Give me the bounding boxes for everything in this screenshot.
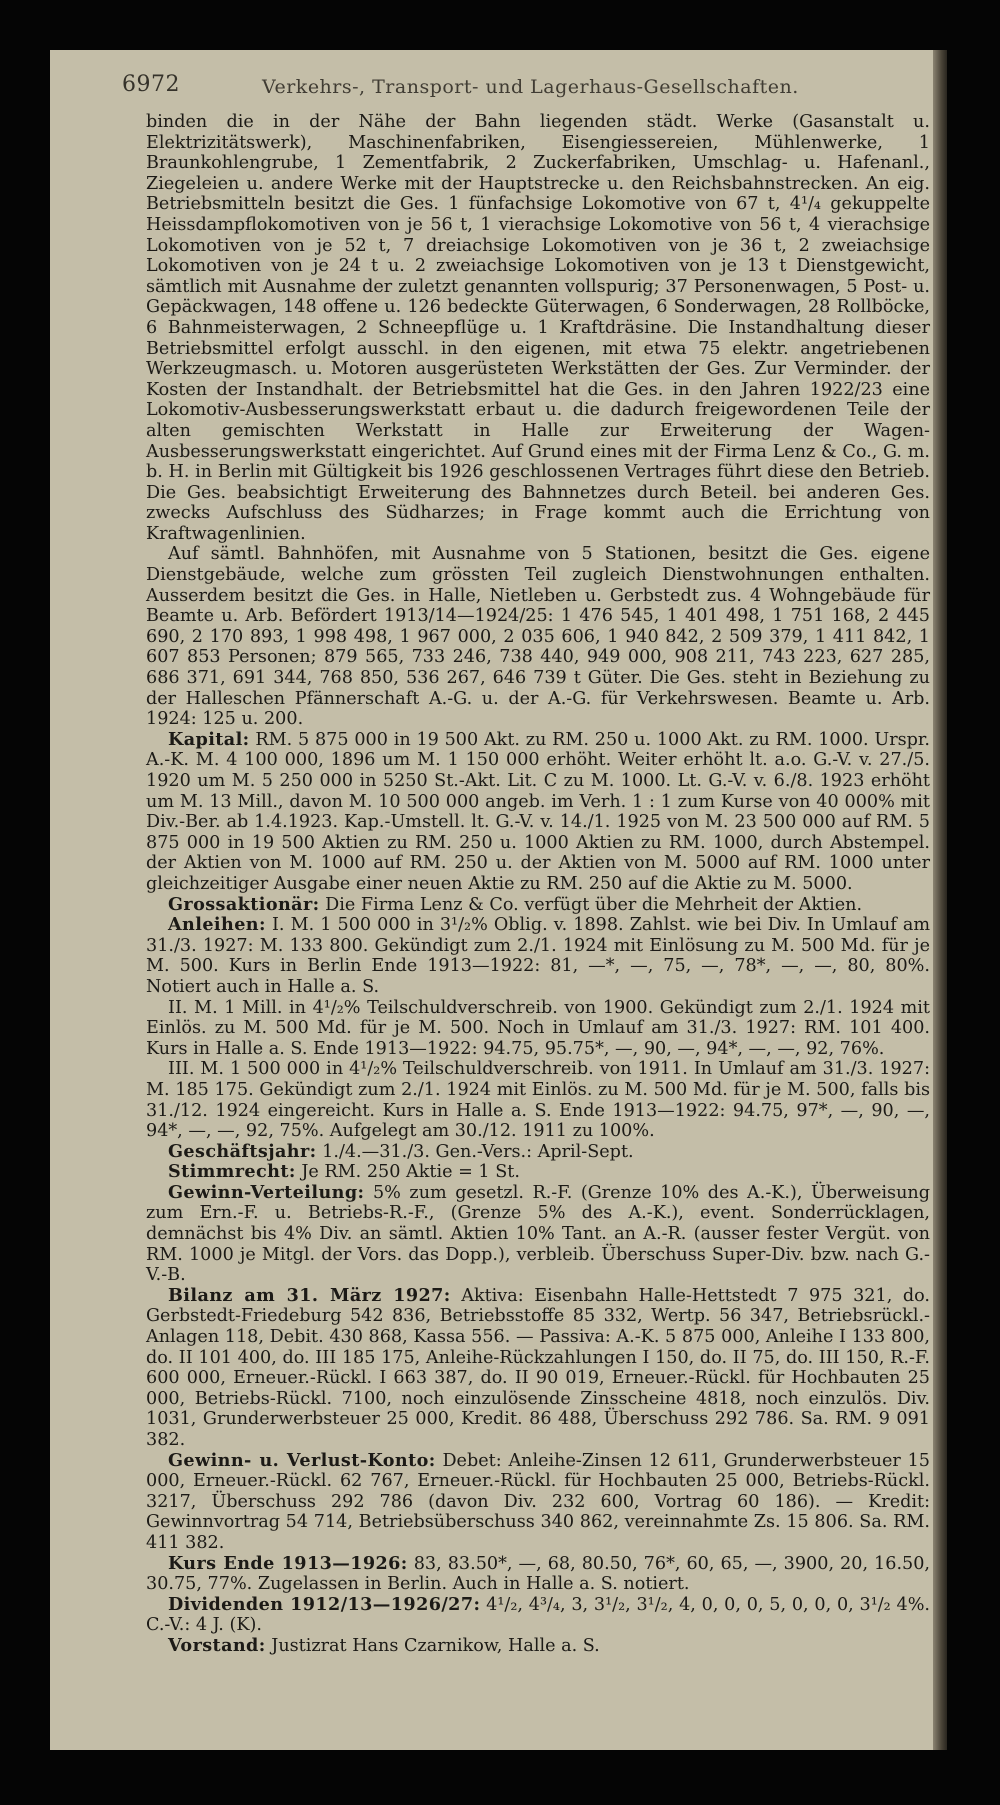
- section-gewinn-verlust-konto: [146, 1451, 930, 1554]
- section-label: Gewinn-Verteilung:: [168, 1181, 365, 1203]
- section-anleihe-iii: [146, 1059, 930, 1141]
- paragraph-railway-description: [146, 112, 930, 544]
- section-dividenden: [146, 1595, 930, 1636]
- section-label: Gewinn- u. Verlust-Konto:: [168, 1449, 436, 1471]
- section-stimmrecht: [146, 1162, 930, 1183]
- page-number: 6972: [122, 72, 180, 97]
- section-label: Dividenden 1912/13—1926/27:: [168, 1593, 481, 1615]
- section-text: I. M. 1 500 000 in 3¹/₂% Oblig. v. 1898. Zahlst. wie bei Div. In Umlauf am 31./3. 1927: M. 133 800. Gekündigt zum 2./1. 1924 mit Einlösung zu M. 500 Md. für je M. 500. Kurs in Berlin Ende 1913—1922: 81, —*, —, 75, —, 78*, —, —, 80, 80%. Notiert auch in Halle a. S.: [146, 915, 931, 997]
- section-text: II. M. 1 Mill. in 4¹/₂% Teilschuldverschreib. von 1900. Gekündigt zum 2./1. 1924 mit Einlös. zu M. 500 Md. für je M. 500. Noch in Umlauf am 31./3. 1927: RM. 101 400. Kurs in Halle a. S. Ende 1913—1922: 94.75, 95.75*, —, 90, —, 94*, —, —, 92, 76%.: [146, 997, 930, 1059]
- section-label: Geschäftsjahr:: [168, 1140, 317, 1162]
- section-vorstand: [146, 1636, 930, 1657]
- section-text: Justizrat Hans Czarnikow, Halle a. S.: [271, 1635, 600, 1656]
- paragraph-text: Auf sämtl. Bahnhöfen, mit Ausnahme von 5 Stationen, besitzt die Ges. eigene Dienstgebäude, welche zum grössten Teil zugleich Dienstwohnungen enthalten. Ausserdem besitzt die Ges. in Halle, Nietleben u. Gerbstedt zus. 4 Wohngebäude für Beamte u. Arb. Befördert 1913/14—1924/25: 1 476 545, 1 401 498, 1 751 168, 2 445 690, 2 170 893, 1 998 498, 1 967 000, 2 035 606, 1 940 842, 2 509 379, 1 411 842, 1 607 853 Personen; 879 565, 733 246, 738 440, 949 000, 908 211, 743 223, 627 285, 686 371, 691 344, 768 850, 536 267, 646 739 t Güter. Die Ges. steht in Beziehung zu der Halleschen Pfännerschaft A.-G. u. der A.-G. für Verkehrswesen. Beamte u. Arb. 1924: 125 u. 200.: [146, 544, 930, 730]
- paragraph-text: binden die in der Nähe der Bahn liegenden städt. Werke (Gasanstalt u. Elektrizitätswerk), Maschinenfabriken, Eisengiessereien, Mühlenwerke, 1 Braunkohlengrube, 1 Zementfabrik, 2 Zuckerfabriken, Umschlag- u. Hafenanl., Ziegeleien u. andere Werke mit der Hauptstrecke u. den Reichsbahnstrecken. An eig. Betriebsmitteln besitzt die Ges. 1 fünfachsige Lokomotive von 67 t, 4¹/₄ gekuppelte Heissdampflokomotiven von je 56 t, 1 vierachsige Lokomotive von 56 t, 4 vierachsige Lokomotiven von je 52 t, 7 dreiachsige Lokomotiven von je 36 t, 2 zweiachsige Lokomotiven von je 24 t u. 2 zweiachsige Lokomotiven von je 13 t Dienstgewicht, sämtlich mit Ausnahme der zuletzt genannten vollspurig; 37 Personenwagen, 5 Post- u. Gepäckwagen, 148 offene u. 126 bedeckte Güterwagen, 6 Sonderwagen, 28 Rollböcke, 6 Bahnmeisterwagen, 2 Schneepflüge u. 1 Kraftdräsine. Die Instandhaltung dieser Betriebsmittel erfolgt ausschl. in den eigenen, mit etwa 75 elektr. angetriebenen Werkzeugmasch. u. Motoren ausgerüsteten Werkstätten der Ges. Zur Verminder. der Kosten der Instandhalt. der Betriebsmittel hat die Ges. in den Jahren 1922/23 eine Lokomotiv-Ausbesserungswerkstatt erbaut u. die dadurch freigewordenen Teile der alten gemischten Werkstatt in Halle zur Erweiterung der Wagen-Ausbesserungswerkstatt eingerichtet. Auf Grund eines mit der Firma Lenz & Co., G. m. b. H. in Berlin mit Gültigkeit bis 1926 geschlossenen Vertrages führt diese den Betrieb. Die Ges. beabsichtigt Erweiterung des Bahnnetzes durch Beteil. bei anderen Ges. zwecks Aufschluss des Südharzes; in Frage kommt auch die Errichtung von Kraftwagenlinien.: [146, 112, 930, 544]
- section-text: 83, 83.50*, —, 68, 80.50, 76*, 60, 65, —, 3900, 20, 16.50, 30.75, 77%. Zugelassen in Berlin. Auch in Halle a. S. notiert.: [146, 1553, 931, 1595]
- section-kapital: [146, 730, 930, 895]
- section-gewinn-verteilung: [146, 1183, 930, 1286]
- section-label: Kapital:: [168, 728, 250, 750]
- section-geschaeftsjahr: [146, 1142, 930, 1163]
- document-page: [50, 50, 947, 1750]
- section-label: Kurs Ende 1913—1926:: [168, 1552, 408, 1574]
- section-text: III. M. 1 500 000 in 4¹/₂% Teilschuldverschreib. von 1911. In Umlauf am 31./3. 1927: M. 185 175. Gekündigt zum 2./1. 1924 mit Einlös. zu M. 500 Md. für je M. 500, falls bis 31./12. 1924 eingereicht. Kurs in Halle a. S. Ende 1913—1922: 94.75, 97*, —, 90, —, 94*, —, —, 92, 75%. Aufgelegt am 30./12. 1911 zu 100%.: [146, 1059, 930, 1142]
- section-text: Die Firma Lenz & Co. verfügt über die Mehrheit der Aktien.: [325, 894, 863, 915]
- section-text: RM. 5 875 000 in 19 500 Akt. zu RM. 250 u. 1000 Akt. zu RM. 1000. Urspr. A.-K. M. 4 100 000, 1896 um M. 1 150 000 erhöht. Weiter erhöht lt. a.o. G.-V. v. 27./5. 1920 um M. 5 250 000 in 5250 St.-Akt. Lit. C zu M. 1000. Lt. G.-V. v. 6./8. 1923 erhöht um M. 13 Mill., davon M. 10 500 000 angeb. im Verh. 1 : 1 zum Kurse von 40 000% mit Div.-Ber. ab 1.4.1923. Kap.-Umstell. lt. G.-V. v. 14./1. 1925 von M. 23 500 000 auf RM. 5 875 000 in 19 500 Aktien zu RM. 250 u. 1000 Aktien zu RM. 1000, durch Abstempel. der Aktien von M. 1000 auf RM. 250 u. der Aktien von M. 5000 auf RM. 1000 unter gleichzeitiger Ausgabe einer neuen Aktie zu RM. 250 auf die Aktie zu M. 5000.: [146, 729, 930, 894]
- section-label: Anleihen:: [168, 914, 266, 936]
- section-label: Bilanz am 31. März 1927:: [168, 1284, 451, 1306]
- section-kurs: [146, 1554, 930, 1595]
- section-anleihen: [146, 915, 930, 997]
- section-grossaktionaer: [146, 895, 930, 916]
- section-text: 5% zum gesetzl. R.-F. (Grenze 10% des A.-K.), Überweisung zum Ern.-F. u. Betriebs-R.-F., (Grenze 5% des A.-K.), event. Sonderrücklagen, demnächst bis 4% Div. an sämtl. Aktien 10% Tant. an A.-R. (ausser fester Vergüt. von RM. 1000 je Mitgl. der Vors. das Dopp.), verbleib. Überschuss Super-Div. bzw. nach G.-V.-B.: [146, 1182, 930, 1286]
- paragraph-buildings-traffic: [146, 544, 930, 729]
- section-text: 4¹/₂, 4³/₄, 3, 3¹/₂, 3¹/₂, 4, 0, 0, 0, 5, 0, 0, 0, 3¹/₂ 4%. C.-V.: 4 J. (K).: [146, 1594, 931, 1636]
- section-bilanz: [146, 1286, 930, 1451]
- section-anleihe-ii: [146, 998, 930, 1060]
- section-text: Debet: Anleihe-Zinsen 12 611, Grunderwerbsteuer 15 000, Erneuer.-Rückl. 62 767, Erneuer.-Rückl. für Hochbauten 25 000, Betriebs-Rückl. 3217, Überschuss 292 786 (davon Div. 232 600, Vortrag 60 186). — Kredit: Gewinnvortrag 54 714, Betriebsüberschuss 340 862, vereinnahmte Zs. 15 806. Sa. RM. 411 382.: [146, 1450, 931, 1553]
- running-title: Verkehrs-, Transport- und Lagerhaus-Gesellschaften.: [262, 76, 799, 98]
- section-label: Grossaktionär:: [168, 893, 320, 915]
- section-label: Stimmrecht:: [168, 1161, 296, 1183]
- page-binding-edge: [933, 50, 947, 1750]
- section-text: Aktiva: Eisenbahn Halle-Hettstedt 7 975 321, do. Gerbstedt-Friedeburg 542 836, Betriebsstoffe 85 332, Wertp. 56 347, Betriebsrückl.-Anlagen 118, Debit. 430 868, Kassa 556. — Passiva: A.-K. 5 875 000, Anleihe I 133 800, do. II 101 400, do. III 185 175, Anleihe-Rückzahlungen I 150, do. II 75, do. III 150, R.-F. 600 000, Erneuer.-Rückl. I 663 387, do. II 90 019, Erneuer.-Rückl. für Hochbauten 25 000, Betriebs-Rückl. 7100, noch einzulösende Zinsscheine 4818, noch einzulös. Div. 1031, Grunderwerbsteuer 25 000, Kredit. 86 488, Überschuss 292 786. Sa. RM. 9 091 382.: [146, 1285, 930, 1450]
- page-header: [122, 64, 912, 104]
- section-label: Vorstand:: [168, 1634, 266, 1656]
- section-text: Je RM. 250 Aktie = 1 St.: [301, 1162, 520, 1183]
- section-text: 1./4.—31./3. Gen.-Vers.: April-Sept.: [322, 1141, 634, 1162]
- document-body: [146, 112, 930, 1657]
